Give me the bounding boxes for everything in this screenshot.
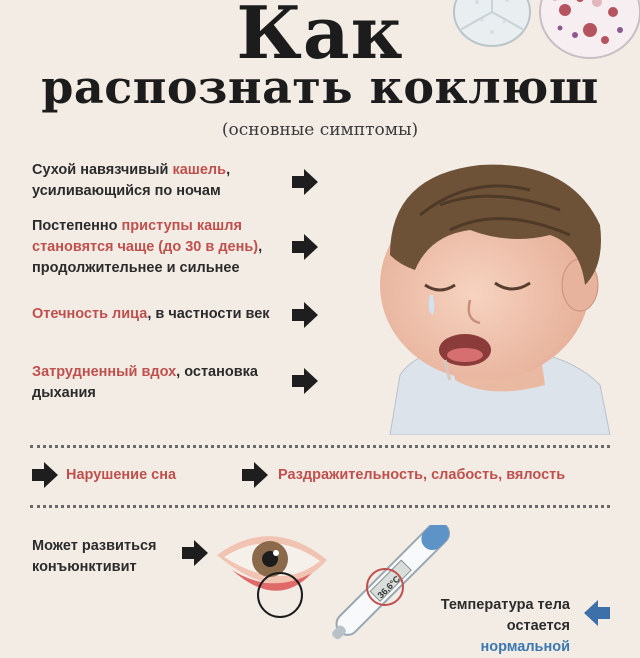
arrow-right-icon <box>290 366 320 396</box>
page-title-line2: распознать коклюш <box>41 60 599 114</box>
symptom-cough-attacks: Постепенно приступы кашля становятся чаще (до 30 в день), продолжительнее и сильнее <box>32 218 263 276</box>
symptom-face-swelling: Отечность лица, в частности век <box>32 306 270 322</box>
arrow-right-icon <box>180 538 210 568</box>
arrow-right-icon <box>240 460 270 490</box>
symptom-dry-cough: Сухой навязчивый кашель, усиливающийся по ночам <box>32 162 231 199</box>
child-illustration <box>330 135 640 435</box>
symptom-irritability: Раздражительность, слабость, вялость <box>278 467 566 483</box>
conjunctivitis-text: Может развиться конъюнктивит <box>32 538 157 575</box>
arrow-right-icon <box>290 167 320 197</box>
symptom-sleep-disturbance: Нарушение сна <box>66 467 177 483</box>
thermometer-reading: 36,6°C <box>375 573 403 601</box>
page-subtitle: (основные симптомы) <box>221 120 419 140</box>
temperature-text: Температура тела остается нормальной <box>440 597 570 655</box>
divider <box>30 445 610 448</box>
arrow-right-icon <box>290 300 320 330</box>
arrow-right-icon <box>30 460 60 490</box>
arrow-left-icon <box>582 598 612 628</box>
arrow-right-icon <box>290 232 320 262</box>
divider <box>30 505 610 508</box>
symptom-breathing: Затрудненный вдох, остановка дыхания <box>32 364 258 401</box>
page-title: Как <box>236 0 404 75</box>
